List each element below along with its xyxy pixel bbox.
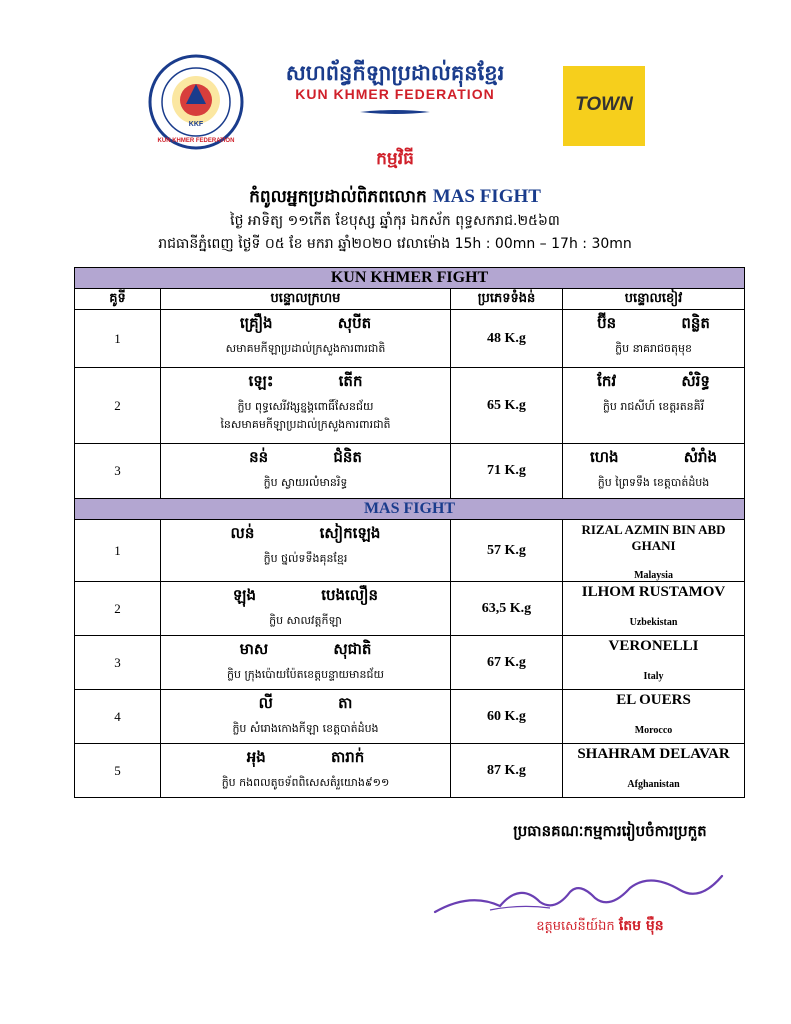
fight-card-table bbox=[74, 267, 745, 798]
fighter-club: ក្លិប កងពលតូចទ័ពពិសេសតំរួយេាង៩១១ bbox=[221, 776, 390, 789]
weight-class: 57 K.g bbox=[451, 520, 563, 582]
logo-ring-text: KUN KHMER FEDERATION bbox=[157, 138, 235, 144]
program-title: កម្មវិធី bbox=[376, 149, 414, 169]
red-fighter bbox=[161, 310, 451, 368]
bout-number: 3 bbox=[75, 444, 161, 499]
blue-fighter bbox=[563, 310, 745, 368]
weight-class: 65 K.g bbox=[451, 368, 563, 444]
red-fighter bbox=[161, 744, 451, 798]
fighter-name: ប៊ីន ពន្លិត bbox=[597, 314, 710, 332]
col-header-bout: គូទី bbox=[75, 289, 161, 310]
signer-line bbox=[470, 916, 730, 937]
table-row bbox=[75, 520, 745, 582]
blue-fighter bbox=[563, 520, 745, 582]
weight-class: 48 K.g bbox=[451, 310, 563, 368]
red-fighter bbox=[161, 520, 451, 582]
fighter-name: ILHOM RUSTAMOV bbox=[581, 584, 726, 600]
table-row bbox=[75, 690, 745, 744]
weight-class: 67 K.g bbox=[451, 636, 563, 690]
handwritten-signature-icon bbox=[430, 862, 730, 922]
fighter-country: Morocco bbox=[634, 725, 673, 736]
fighter-club: ក្លិប សំរោងកោងកីឡា ខេត្តបាត់ដំបង bbox=[232, 722, 379, 735]
col-header-blue-corner: បន្ទោលខៀវ bbox=[563, 289, 745, 310]
event-title bbox=[140, 186, 650, 211]
fighter-name: លី តា bbox=[258, 694, 353, 712]
kkf-seal-logo-icon bbox=[148, 54, 244, 150]
fighter-name: មាស សុជាតិ bbox=[239, 640, 372, 658]
col-header-weight: ប្រភេទទំងន់ bbox=[451, 289, 563, 310]
fighter-name: ឡេះ តើក bbox=[248, 372, 363, 390]
red-fighter bbox=[161, 368, 451, 444]
bout-number: 1 bbox=[75, 310, 161, 368]
bout-number: 5 bbox=[75, 744, 161, 798]
red-fighter bbox=[161, 636, 451, 690]
event-date-venue-time: រាជធានីភ្នំពេញ ថ្ងៃទី ០៥ ខែ មករា ឆ្នាំ២០២០ វេលាម៉ោង 15h : 00mn – 17h : 30mn bbox=[158, 236, 632, 252]
fighter-name: គ្រឿង សុបីត bbox=[239, 314, 372, 332]
event-date-lunar: ថ្ងៃ អាទិត្យ ១១កើត ខែបុស្ស ឆ្នាំកុរ ឯកស័ក ពុទ្ធសករាជ.២៥៦៣ bbox=[230, 213, 560, 229]
fighter-club: ក្លិប ថ្នល់ទទឹងគុនខ្មែរ bbox=[263, 552, 348, 565]
fighter-club: ក្លិប ក្រុងប៉ោយប៉ែតខេត្តបន្ទាយមានជ័យ bbox=[227, 668, 384, 681]
fighter-name: VERONELLI bbox=[608, 638, 699, 654]
signer-name: តែម ម៉ឺន bbox=[618, 918, 664, 934]
fighter-name: នន់ ជំនិត bbox=[249, 448, 362, 466]
fighter-club-line2: នៃសមាគមកីឡាប្រដាល់ក្រសួងការពារជាតិ bbox=[220, 418, 391, 431]
red-fighter bbox=[161, 444, 451, 499]
blue-fighter bbox=[563, 744, 745, 798]
org-name-en: KUN KHMER FEDERATION bbox=[295, 86, 495, 102]
table-row bbox=[75, 582, 745, 636]
fighter-name: ហេង សំរាំង bbox=[589, 448, 718, 466]
signature-title: ប្រធានគណៈកម្មការរៀបចំការប្រកួត bbox=[513, 822, 707, 840]
section-header-mas-fight: MAS FIGHT bbox=[75, 499, 745, 520]
fighter-club: ក្លិប រាជសីហ៍ ខេត្តរតនគិរី bbox=[602, 400, 705, 413]
fighter-country: Afghanistan bbox=[627, 779, 680, 790]
bout-number: 4 bbox=[75, 690, 161, 744]
table-row bbox=[75, 444, 745, 499]
table-row bbox=[75, 744, 745, 798]
fighter-club: ក្លិប ព្រៃទទឹង ខេត្តបាត់ដំបង bbox=[597, 476, 710, 489]
signer-rank: ឧត្តមសេនីយ៍ឯក bbox=[536, 919, 615, 934]
fighter-name: កែវ សំរិទ្ធ bbox=[597, 372, 710, 390]
table-row bbox=[75, 636, 745, 690]
blue-fighter bbox=[563, 636, 745, 690]
town-tv-logo-text: TOWN bbox=[575, 94, 633, 115]
bout-number: 2 bbox=[75, 582, 161, 636]
fighter-club: ក្លិប នាគរាជចតុមុខ bbox=[615, 342, 692, 355]
weight-class: 63,5 K.g bbox=[451, 582, 563, 636]
fighter-name: លន់ សៀកឡេង bbox=[230, 524, 381, 542]
logo-abbr: KKF bbox=[188, 121, 204, 128]
fighter-name: ឡុង បេងលឿន bbox=[232, 586, 379, 604]
fighter-club: សមាគមកីឡាប្រដាល់ក្រសួងការពារជាតិ bbox=[225, 342, 386, 355]
fighter-country: Uzbekistan bbox=[629, 617, 678, 628]
fighter-country: Italy bbox=[643, 671, 664, 682]
bout-number: 1 bbox=[75, 520, 161, 582]
fighter-club: ក្លិប ស្វាយរលំមានរិទ្ធ bbox=[263, 476, 348, 489]
fighter-club: ក្លិប សាលវត្តកីឡា bbox=[269, 614, 342, 627]
bout-number: 3 bbox=[75, 636, 161, 690]
ornament-divider-icon bbox=[360, 108, 430, 116]
blue-fighter bbox=[563, 368, 745, 444]
blue-fighter bbox=[563, 444, 745, 499]
fighter-name: អុង តារាក់ bbox=[246, 748, 365, 766]
weight-class: 71 K.g bbox=[451, 444, 563, 499]
town-tv-logo-icon bbox=[563, 66, 645, 146]
fighter-club: ក្លិប ពុទ្ធសេរីវង្សខ្នង្គពោធិ៍សែនជ័យ bbox=[237, 400, 374, 413]
table-row bbox=[75, 368, 745, 444]
col-header-red-corner: បន្ទោលក្រហម bbox=[161, 289, 451, 310]
fighter-name: EL OUERS bbox=[616, 692, 691, 708]
red-fighter bbox=[161, 690, 451, 744]
red-fighter bbox=[161, 582, 451, 636]
weight-class: 87 K.g bbox=[451, 744, 563, 798]
fighter-name: SHAHRAM DELAVAR bbox=[577, 746, 730, 762]
section-header-kun-khmer: KUN KHMER FIGHT bbox=[75, 268, 745, 289]
fighter-country: Malaysia bbox=[634, 570, 673, 581]
weight-class: 60 K.g bbox=[451, 690, 563, 744]
table-row bbox=[75, 310, 745, 368]
blue-fighter bbox=[563, 690, 745, 744]
org-name-kh: សហព័ន្ធកីឡាប្រដាល់គុនខ្មែរ bbox=[285, 61, 505, 85]
bout-number: 2 bbox=[75, 368, 161, 444]
event-title-kh: កំពូលអ្នកប្រដាល់ពិភពលោក bbox=[249, 187, 427, 207]
blue-fighter bbox=[563, 582, 745, 636]
fighter-name: RIZAL AZMIN BIN ABD GHANI bbox=[581, 522, 726, 553]
event-title-en: MAS FIGHT bbox=[432, 186, 541, 207]
